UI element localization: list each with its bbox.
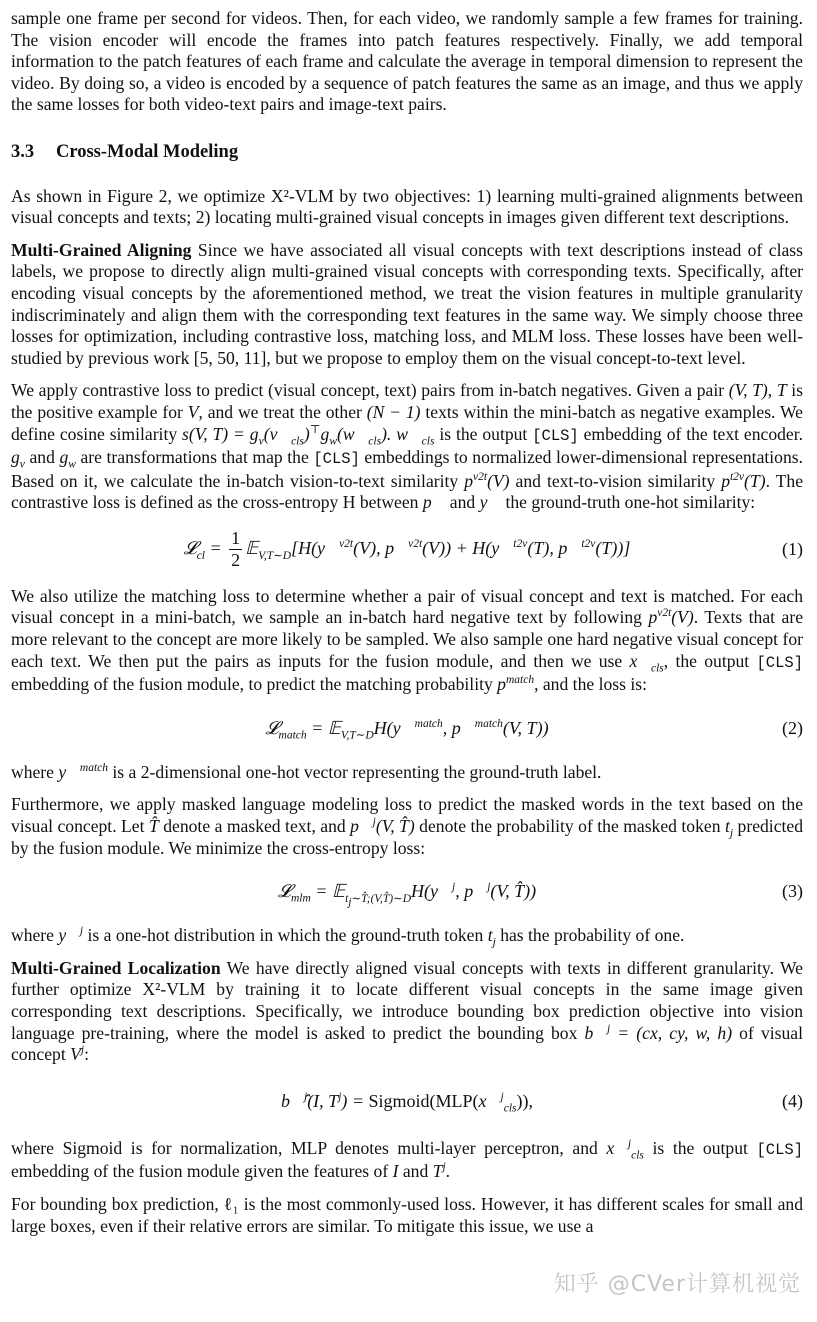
math: V	[187, 401, 199, 422]
intro-paragraph: sample one frame per second for videos. Then, for each video, we randomly sample a few frames for training. The vision encoder will encode the frames into patch features respectively. Finally, we add temporal information to the patch features of each frame and calculate the average in temporal dimension to represent the video. By doing so, a video is encoded by a sequence of patch features the same as an image, and thus we apply the same losses for both video-text pairs and image-text pairs.	[11, 8, 803, 115]
overview-paragraph: As shown in Figure 2, we optimize X²-VLM by two objectives: 1) learning multi-grained alignments between visual concepts and texts; 2) locating multi-grained visual concepts in images given different text descriptions.	[11, 185, 803, 228]
text: is the output	[439, 423, 533, 444]
equation-number: (3)	[782, 881, 803, 902]
cls-token: [CLS]	[756, 653, 803, 672]
math: s(V, T) = g	[182, 423, 259, 444]
math: T	[776, 380, 787, 401]
text: Furthermore, we apply masked language modeling loss to predict the masked words in the text based on the visual concept. Let	[11, 794, 803, 837]
equation-number: (2)	[782, 718, 803, 739]
math-cosine: s(V, $T) = g_v(v⃗_{cls})^⊤g_w(w⃗_{cls})$. $w⃗_{cls}$	[182, 423, 435, 448]
math: (V, T)	[728, 380, 768, 401]
equation-body: 𝓛$_{mlm}$ = 𝔼$_{t_j\sim T̂;(V,T̂)\sim D}$H(y⃗$^j$, p⃗$^j$(V, T̂))	[277, 881, 537, 909]
where-match-line	[11, 762, 803, 784]
text: embedding of the fusion module given the features of	[11, 1161, 393, 1182]
text: where	[11, 925, 59, 946]
text: are transformations that map the	[75, 447, 314, 468]
text: ,	[767, 380, 777, 401]
text: embedding of the fusion module, to predict the matching probability	[11, 674, 498, 695]
text: We have directly aligned visual concepts with texts in different granularity. We further optimize X²-VLM by training it to locate different visual concepts in the same image given corresponding text descriptions. Specifically, we introduce bounding box prediction objective into vision language pre-training, where the model is asked to predict the bounding box	[11, 957, 803, 1043]
math: $x⃗_{cls}$	[629, 650, 664, 675]
text: is a one-hot distribution in which the ground-truth token	[83, 925, 488, 946]
section-heading	[11, 142, 803, 164]
text: , the output	[663, 650, 757, 671]
text: the ground-truth one-hot similarity:	[501, 492, 756, 513]
mlm-paragraph	[11, 794, 803, 859]
text: predicted by the fusion module. We minimize the cross-entropy loss:	[11, 816, 803, 858]
math: $T^j$	[432, 1161, 446, 1182]
cls-token: [CLS]	[532, 426, 579, 445]
text: denote the probability of the masked token	[414, 816, 725, 837]
math: $t_j$	[487, 925, 496, 949]
watermark: 知乎 @CVer计算机视觉	[553, 1272, 801, 1298]
section-title: Cross-Modal Modeling	[56, 141, 239, 162]
aligning-heading: Multi-Grained Aligning	[11, 239, 192, 260]
equation-number: (4)	[782, 1090, 803, 1111]
paper-page	[11, 8, 803, 1237]
where-mlm-line	[11, 925, 803, 947]
math: $p^{match}$	[497, 674, 535, 695]
math: p⃗$^j$(V, T̂)	[350, 816, 415, 837]
math: y⃗	[479, 492, 502, 513]
sigmoid-paragraph: where Sigmoid is for normalization, MLP denotes multi-layer perceptron, and x⃗$^j_{cls}$ is the output [CLS] embedding of the fusion module given the features of I and $T^j$.	[11, 1137, 803, 1182]
text: is the positive example for	[11, 380, 804, 422]
math: y⃗$^j$	[58, 925, 84, 946]
aligning-paragraph	[11, 240, 803, 370]
math: x⃗$^j_{cls}$	[606, 1137, 644, 1162]
text: and text-to-vision similarity	[509, 470, 722, 491]
localization-paragraph: Multi-Grained Localization We have directly aligned visual concepts with texts in different granularity. We further optimize X²-VLM by training it to locate different visual concepts in the same image given corresponding text descriptions. Specifically, we introduce bounding box prediction objective into vision language pre-training, where the model is asked to predict the bounding box b⃗$^j$ = (cx, cy, w, h) of visual concept $V^j$:	[11, 957, 803, 1065]
math: b⃗$^j$ = (cx, cy, w, h)	[584, 1022, 733, 1043]
text: where	[11, 761, 59, 782]
text: denote a masked text, and	[158, 816, 351, 837]
contrastive-paragraph: We apply contrastive loss to predict (visual concept, text) pairs from in-batch negatives. Given a pair (V, T), T is the positive example for V, and we treat the other (N − 1) texts within the mini-batch as negative examples. We define cosine similarity s(V, $T) = g_v(v⃗_{cls})^⊤g_w(w⃗_{cls})$. $w⃗_{cls}$ is the output [CLS] embedding of the text encoder. $g_v$ and $g_w$ are transformations that map the [CLS] embeddings to normalized lower-dimensional representations. Based on it, we calculate the in-batch vision-to-text similarity $p^{v2t}(V)$ and text-to-vision similarity $p^{t2v}(T)$. The contrastive loss is defined as the cross-entropy H between p⃗ and y⃗ the ground-truth one-hot similarity:	[11, 380, 804, 513]
math: I	[392, 1161, 399, 1182]
equation-2	[11, 706, 803, 752]
text: embeddings to normalized lower-dimensional representations. Based on it, we calculate the in-batch vision-to-text similarity	[11, 447, 803, 491]
math: p⃗	[422, 492, 446, 513]
math: T̂	[148, 816, 159, 837]
text: embedding of the text encoder.	[578, 423, 804, 444]
section-number: 3.3	[11, 141, 35, 162]
math: $p^{v2t}(V)$	[464, 470, 510, 491]
text: and	[445, 492, 480, 513]
equation-body: 𝓛$_{match}$ = 𝔼$_{V,T\sim D}$H(y⃗$^{match}$, p⃗$^{match}$(V, T))	[265, 718, 549, 742]
equation-3	[11, 869, 803, 915]
text: and	[398, 1161, 433, 1182]
text: is a 2-dimensional one-hot vector representing the ground-truth label.	[108, 761, 602, 782]
text: , and the loss is:	[534, 674, 647, 695]
cls-token: [CLS]	[313, 450, 360, 469]
text: has the probability of one.	[495, 925, 685, 946]
equation-body: b⃗̂$^j$(I, $T^j$) = Sigmoid(MLP(x⃗$^j_{cls}$)),	[280, 1090, 534, 1115]
text: texts within the mini-batch as negative examples. We define cosine similarity	[11, 401, 803, 444]
math: $p^{v2t}(V)$	[648, 607, 694, 628]
text: We apply contrastive loss to predict (visual concept, text) pairs from in-batch negatives. Given a pair	[11, 380, 729, 401]
equation-1	[11, 524, 803, 576]
math: $p^{t2v}(T)$	[721, 470, 766, 491]
equation-body: 𝓛$_{cl}$ = $\frac{1}{2}$ 𝔼$_{V,T\sim D}$[H(y⃗$^{v2t}$(V), p⃗$^{v2t}$(V)) + H(y⃗$^{t2v}$(T), p⃗$^{t2v}$(T))]	[183, 527, 631, 571]
text: We also utilize the matching loss to determine whether a pair of visual concept and text is matched. For each visual concept in a mini-batch, we sample an in-batch hard negative text by following	[11, 585, 803, 628]
math: (N − 1)	[366, 401, 421, 422]
text: is the output	[643, 1137, 757, 1158]
cls-token: [CLS]	[756, 1140, 803, 1159]
localization-heading: Multi-Grained Localization	[11, 957, 221, 978]
math: $V^j$	[70, 1044, 85, 1065]
last-paragraph: For bounding box prediction, ℓ₁ is the most commonly-used loss. However, it has different scales for small and large boxes, even if their relative errors are similar. To mitigate this issue, we use a	[11, 1193, 803, 1236]
text: . Texts that are more relevant to the concept are more likely to be sampled. We also sample one hard negative visual concept for each text. We then put the pairs as inputs for the fusion module, and then we use	[11, 607, 804, 671]
math: y⃗$^{match}$	[58, 761, 108, 782]
equation-number: (1)	[782, 539, 803, 560]
text: . The contrastive loss is defined as the cross-entropy H between	[11, 470, 803, 513]
equation-4	[11, 1076, 803, 1128]
aligning-body: Since we have associated all visual concepts with text descriptions instead of class labels, we propose to directly align multi-grained visual concepts with corresponding texts. Specifically, after encoding visual concepts by the aforementioned method, we treat the vision features in multiple granularity indiscriminately and align them with the corresponding text features in the same way. We simply choose three losses for optimization, including contrastive loss, matching loss, and MLM loss. These losses have been well-studied by previous work [5, 50, 11], but we propose to employ them on the visual concept-to-text level.	[11, 239, 803, 368]
math: $t_j$	[724, 816, 734, 840]
text: of visual concept	[11, 1022, 803, 1065]
text: where Sigmoid is for normalization, MLP denotes multi-layer perceptron, and	[11, 1137, 607, 1158]
math: $g_w$	[59, 447, 76, 471]
matching-paragraph	[11, 586, 803, 696]
text: , and we treat the other	[198, 401, 367, 422]
math: $g_v$	[11, 447, 25, 471]
